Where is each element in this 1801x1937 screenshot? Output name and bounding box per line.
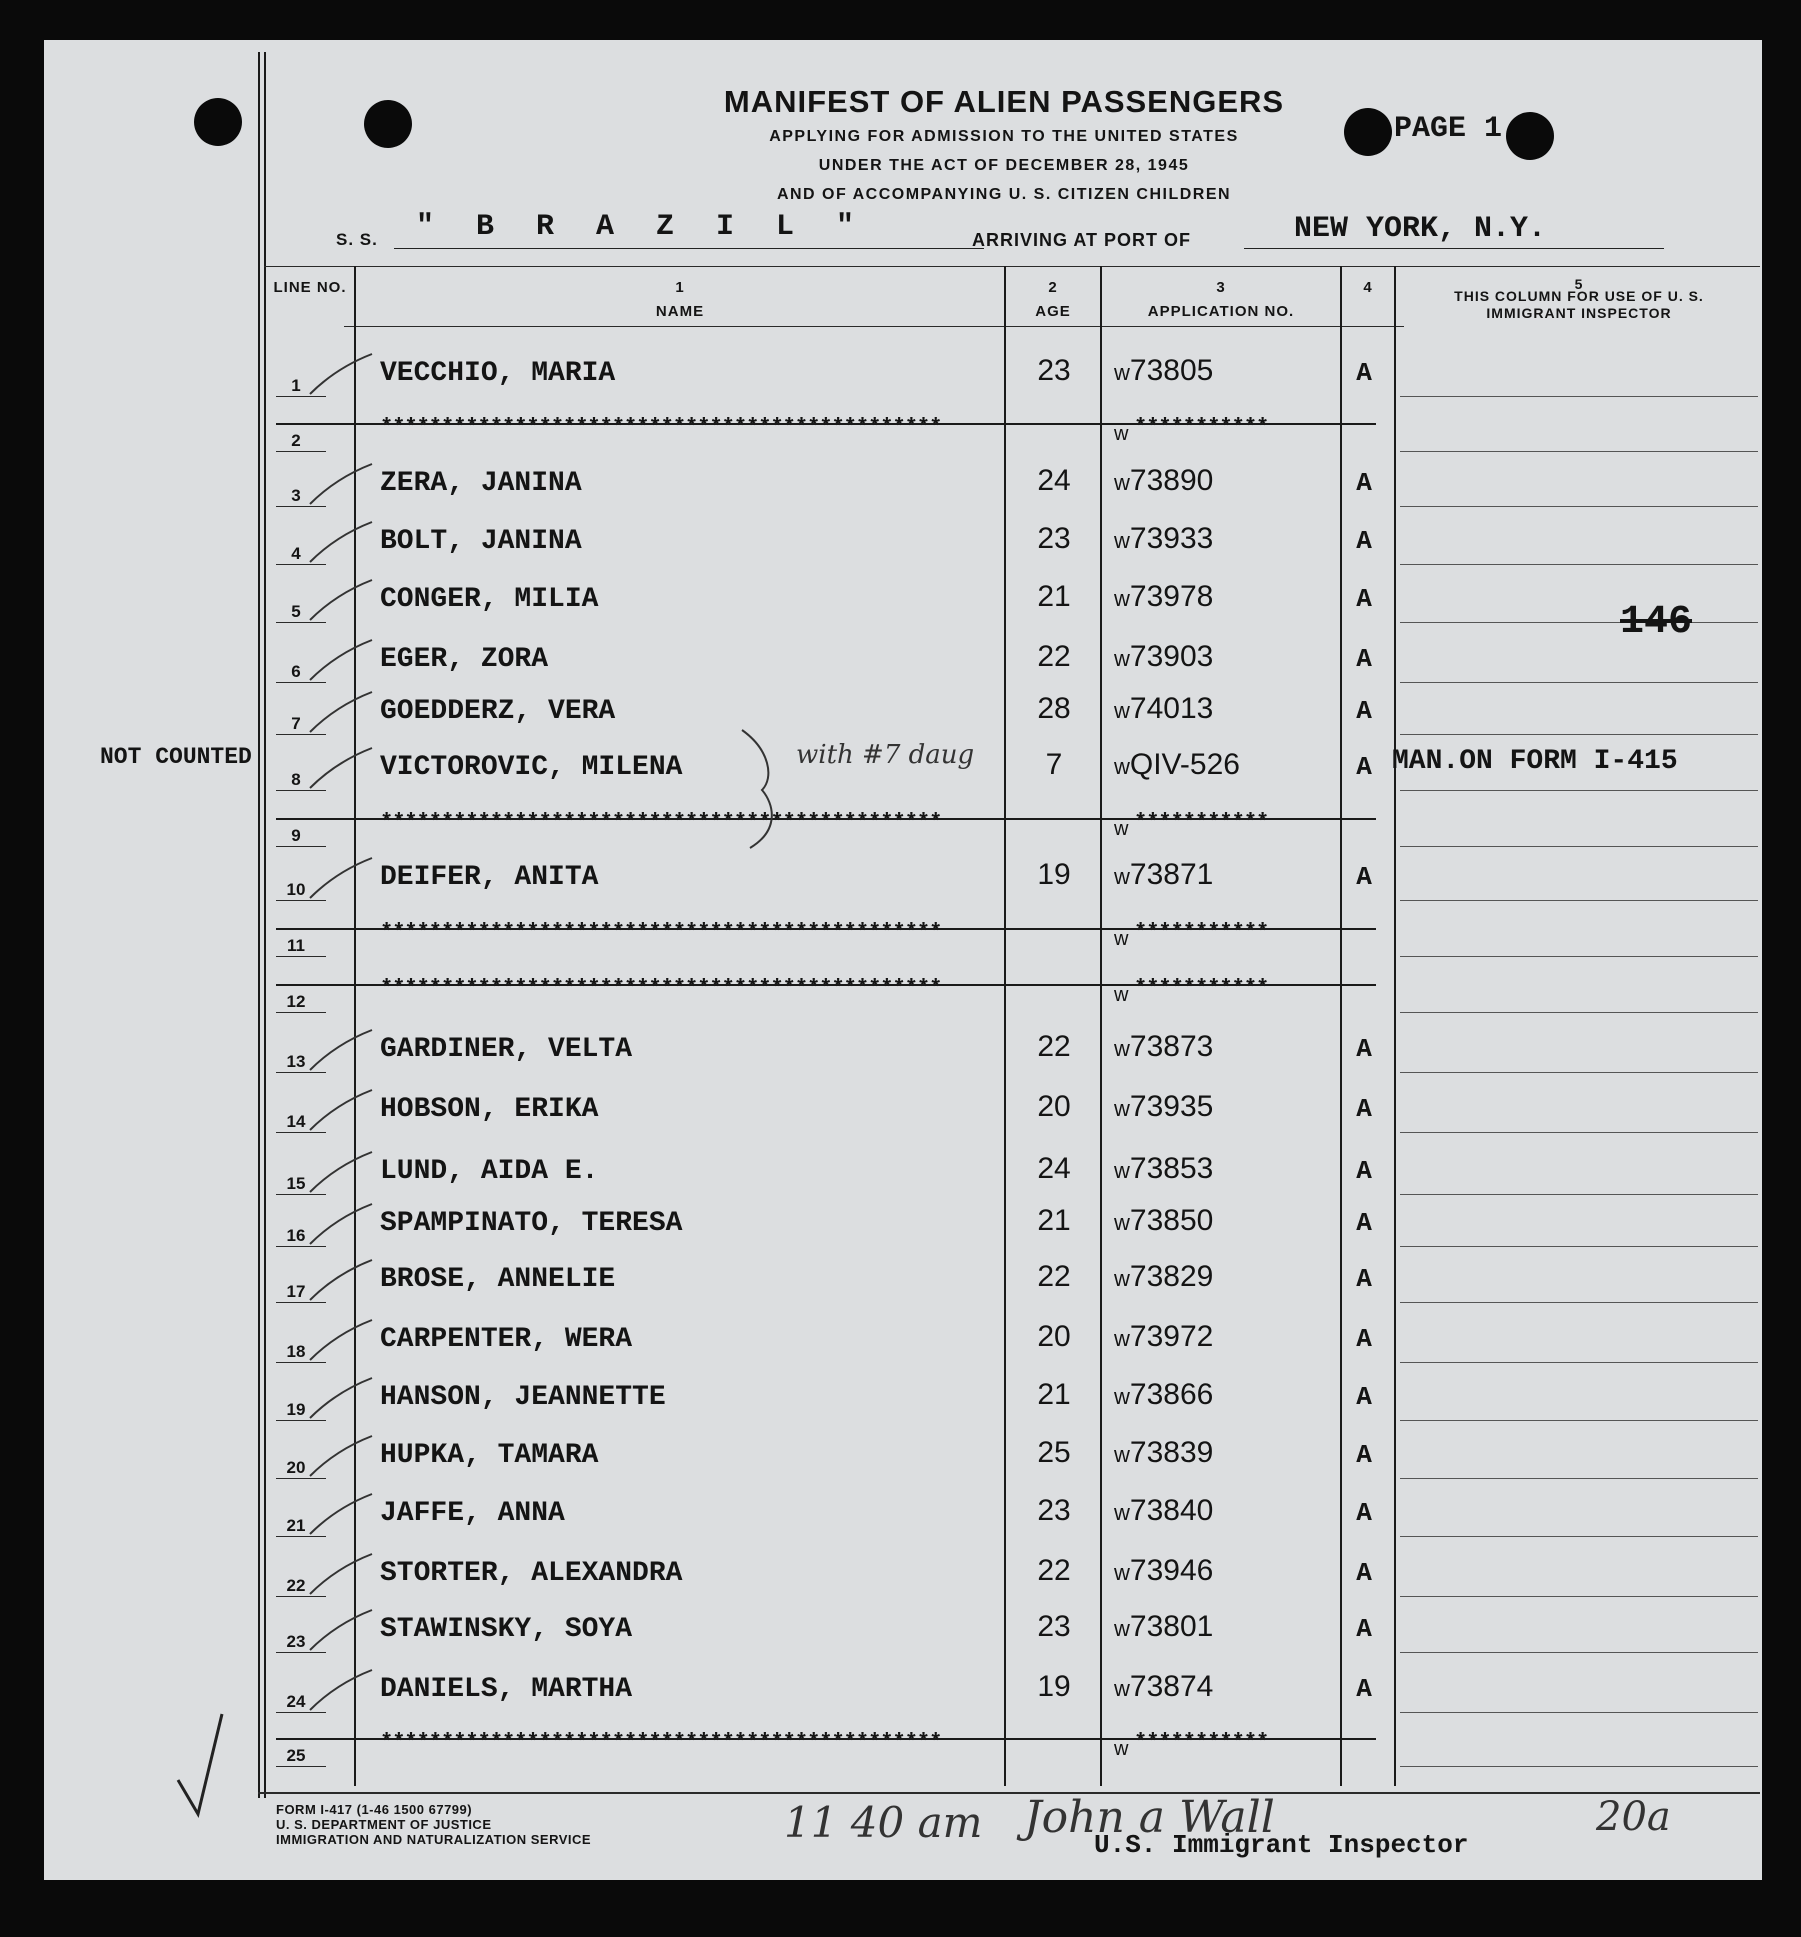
- form-info-line-3: IMMIGRATION AND NATURALIZATION SERVICE: [276, 1832, 592, 1847]
- inspector-column-rule: [1400, 734, 1758, 735]
- form-info: [276, 1802, 591, 1847]
- admission-status: A: [1356, 644, 1372, 674]
- app-prefix: w: [1114, 1560, 1130, 1585]
- admission-status: A: [1356, 1264, 1372, 1294]
- app-number-value: 73890: [1129, 464, 1214, 497]
- line-number: 12: [286, 992, 306, 1011]
- table-row: [44, 514, 1762, 570]
- bracket-mark: [734, 726, 794, 854]
- passenger-count: 146: [1620, 600, 1693, 645]
- form-title: MANIFEST OF ALIEN PASSENGERS: [723, 84, 1285, 119]
- line-number-rule: [276, 956, 326, 957]
- check-tick: [306, 1606, 376, 1656]
- passenger-age: 7: [1045, 748, 1063, 781]
- table-row: [44, 346, 1762, 402]
- line-number: 5: [291, 602, 301, 621]
- table-row: [44, 1662, 1762, 1718]
- passenger-age: 22: [1037, 1260, 1071, 1293]
- passenger-age: 19: [1037, 858, 1071, 891]
- passenger-name: CONGER, MILIA: [380, 584, 599, 615]
- cancelled-app-asterisks: ***********: [1134, 920, 1269, 945]
- subtitle-line-3: AND OF ACCOMPANYING U. S. CITIZEN CHILDREN: [776, 186, 1232, 203]
- cancelled-name-asterisks: **********************************************: [380, 976, 942, 1001]
- cancelled-app-asterisks: ***********: [1134, 1730, 1269, 1755]
- app-prefix: w: [1114, 864, 1130, 889]
- port-name: NEW YORK, N.Y.: [1294, 212, 1547, 246]
- passenger-name: HOBSON, ERIKA: [380, 1094, 599, 1125]
- table-bottom-rule: [258, 1792, 1760, 1794]
- check-mark: [174, 1710, 234, 1830]
- table-row: [44, 1486, 1762, 1542]
- check-tick: [306, 1666, 376, 1716]
- cancelled-app-asterisks: ***********: [1134, 810, 1269, 835]
- check-tick: [306, 1026, 376, 1076]
- app-number-value: 73850: [1129, 1204, 1214, 1237]
- inspector-column-rule: [1400, 1420, 1758, 1421]
- inspector-column-rule: [1400, 900, 1758, 901]
- handwritten-corner-mark: 20a: [1596, 1794, 1671, 1840]
- admission-status: A: [1356, 1382, 1372, 1412]
- table-row: [44, 1602, 1762, 1658]
- passenger-name: BOLT, JANINA: [380, 526, 582, 557]
- admission-status: A: [1356, 1324, 1372, 1354]
- col-header-inspector: THIS COLUMN FOR USE OF U. S. IMMIGRANT INSPECTOR: [1454, 288, 1704, 321]
- admission-status: A: [1356, 1208, 1372, 1238]
- passenger-name: JAFFE, ANNA: [380, 1498, 565, 1529]
- line-number: 9: [291, 826, 301, 845]
- table-row: [44, 962, 1762, 1018]
- app-number-value: 73935: [1129, 1090, 1214, 1123]
- col-header-age-number: 2: [1048, 279, 1058, 296]
- line-number: 15: [286, 1174, 306, 1193]
- strike-line: [276, 1738, 1376, 1740]
- app-prefix: w: [1114, 1616, 1130, 1641]
- line-number-rule: [276, 1766, 326, 1767]
- table-row: [44, 401, 1762, 457]
- line-number-rule: [276, 846, 326, 847]
- app-number-value: 73866: [1129, 1378, 1214, 1411]
- table-row: [44, 684, 1762, 740]
- check-tick: [306, 1256, 376, 1306]
- check-tick: [306, 1200, 376, 1250]
- app-prefix: w: [1114, 1096, 1130, 1121]
- header-bottom-rule: [344, 326, 1404, 327]
- line-number: 17: [286, 1282, 306, 1301]
- punch-hole: [364, 100, 412, 148]
- application-number: [1114, 692, 1213, 726]
- table-row: [44, 456, 1762, 512]
- passenger-name: STAWINSKY, SOYA: [380, 1614, 633, 1645]
- check-tick: [306, 1550, 376, 1600]
- admission-status: A: [1356, 1498, 1372, 1528]
- application-number: [1114, 354, 1213, 388]
- table-row: [44, 1082, 1762, 1138]
- check-tick: [306, 854, 376, 904]
- inspector-column-rule: [1400, 1478, 1758, 1479]
- application-number: [1114, 1152, 1213, 1186]
- check-tick: [306, 518, 376, 568]
- passenger-name: STORTER, ALEXANDRA: [380, 1558, 683, 1589]
- admission-status: A: [1356, 1614, 1372, 1644]
- app-number-value: 73840: [1129, 1494, 1214, 1527]
- passenger-age: 23: [1037, 522, 1071, 555]
- inspector-column-rule: [1400, 396, 1758, 397]
- table-row: [44, 632, 1762, 688]
- inspector-column-rule: [1400, 1132, 1758, 1133]
- table-row: [44, 850, 1762, 906]
- passenger-age: 23: [1037, 1610, 1071, 1643]
- passenger-age: 21: [1037, 1378, 1071, 1411]
- manifest-page: [44, 40, 1762, 1880]
- app-prefix: w: [1114, 754, 1130, 779]
- admission-status: A: [1356, 526, 1372, 556]
- line-number: 10: [286, 880, 306, 899]
- check-tick: [306, 460, 376, 510]
- passenger-name: GOEDDERZ, VERA: [380, 696, 616, 727]
- handwritten-time: 11 40 am: [784, 1798, 983, 1847]
- app-prefix: w: [1114, 1384, 1130, 1409]
- table-row: [44, 796, 1762, 852]
- inspector-column-rule: [1400, 846, 1758, 847]
- cancelled-name-asterisks: **********************************************: [380, 920, 942, 945]
- passenger-name: VICTOROVIC, MILENA: [380, 752, 683, 783]
- passenger-name: HANSON, JEANNETTE: [380, 1382, 666, 1413]
- application-number: [1114, 1204, 1213, 1238]
- passenger-name: DANIELS, MARTHA: [380, 1674, 633, 1705]
- col-header-4: 4: [1363, 279, 1373, 296]
- admission-status: A: [1356, 468, 1372, 498]
- inspector-column-rule: [1400, 956, 1758, 957]
- app-prefix: w: [1114, 818, 1129, 840]
- strike-line: [276, 984, 1376, 986]
- app-prefix: w: [1114, 1158, 1130, 1183]
- check-tick: [306, 1374, 376, 1424]
- app-number-value: 73805: [1129, 354, 1214, 387]
- table-row: [44, 1196, 1762, 1252]
- inspector-title: U.S. Immigrant Inspector: [1094, 1830, 1469, 1860]
- passenger-name: VECCHIO, MARIA: [380, 358, 616, 389]
- application-number: [1114, 1378, 1213, 1412]
- app-prefix: w: [1114, 1036, 1130, 1061]
- app-prefix: w: [1114, 1676, 1130, 1701]
- app-prefix: w: [1114, 1500, 1130, 1525]
- inspector-column-rule: [1400, 1012, 1758, 1013]
- app-number-value: 74013: [1129, 692, 1214, 725]
- inspector-column-rule: [1400, 1536, 1758, 1537]
- passenger-age: 23: [1037, 354, 1071, 387]
- line-number: 18: [286, 1342, 306, 1361]
- inspector-column-rule: [1400, 682, 1758, 683]
- app-prefix: w: [1114, 360, 1130, 385]
- passenger-age: 24: [1037, 1152, 1071, 1185]
- col-header-name: NAME: [655, 303, 705, 320]
- app-prefix: w: [1114, 1210, 1130, 1235]
- passenger-age: 22: [1037, 1030, 1071, 1063]
- form-info-line-2: U. S. DEPARTMENT OF JUSTICE: [276, 1817, 492, 1832]
- app-number-value: 73873: [1129, 1030, 1214, 1063]
- app-number-value: 73874: [1129, 1670, 1214, 1703]
- inspector-column-rule: [1400, 506, 1758, 507]
- app-number-value: 73903: [1129, 640, 1214, 673]
- subtitle-line-2: UNDER THE ACT OF DECEMBER 28, 1945: [818, 157, 1190, 174]
- app-number-value: 73978: [1129, 580, 1214, 613]
- application-number: [1114, 464, 1213, 498]
- admission-status: A: [1356, 752, 1372, 782]
- col-header-age: AGE: [1035, 303, 1071, 320]
- table-row: [44, 572, 1762, 628]
- app-number-value: 73839: [1129, 1436, 1214, 1469]
- application-number: [1114, 1554, 1213, 1588]
- application-number: [1114, 1436, 1213, 1470]
- ship-underline: [394, 248, 984, 249]
- passenger-name: BROSE, ANNELIE: [380, 1264, 616, 1295]
- col-header-name-number: 1: [675, 279, 685, 296]
- app-prefix: w: [1114, 423, 1129, 445]
- passenger-name: CARPENTER, WERA: [380, 1324, 633, 1355]
- app-prefix: w: [1114, 1326, 1130, 1351]
- table-row: [44, 1252, 1762, 1308]
- admission-status: A: [1356, 1440, 1372, 1470]
- table-row: [44, 906, 1762, 962]
- table-row: [44, 1022, 1762, 1078]
- admission-status: A: [1356, 358, 1372, 388]
- table-row: [44, 1312, 1762, 1368]
- app-number-value: 73801: [1129, 1610, 1214, 1643]
- admission-status: A: [1356, 1094, 1372, 1124]
- check-tick: [306, 350, 376, 400]
- line-number: 24: [286, 1692, 306, 1711]
- application-number: [1114, 858, 1213, 892]
- line-number: 8: [291, 770, 301, 789]
- application-number: [1114, 1670, 1213, 1704]
- app-prefix: w: [1114, 1442, 1130, 1467]
- passenger-name: EGER, ZORA: [380, 644, 549, 675]
- inspector-column-rule: [1400, 451, 1758, 452]
- passenger-age: 23: [1037, 1494, 1071, 1527]
- cancelled-app-asterisks: ***********: [1134, 976, 1269, 1001]
- cancelled-name-asterisks: **********************************************: [380, 1730, 942, 1755]
- arriving-label: ARRIVING AT PORT OF: [972, 230, 1191, 250]
- check-tick: [306, 1432, 376, 1482]
- passenger-age: 22: [1037, 1554, 1071, 1587]
- passenger-age: 25: [1037, 1436, 1071, 1469]
- application-number: [1114, 522, 1213, 556]
- col-header-app-number: 3: [1216, 279, 1226, 296]
- inspector-column-rule: [1400, 790, 1758, 791]
- application-number: [1114, 1030, 1213, 1064]
- cancelled-app-asterisks: ***********: [1134, 415, 1269, 440]
- check-tick: [306, 636, 376, 686]
- app-prefix: w: [1114, 698, 1130, 723]
- line-number: 23: [286, 1632, 306, 1651]
- line-number: 19: [286, 1400, 306, 1419]
- table-row: [44, 1144, 1762, 1200]
- check-tick: [306, 744, 376, 794]
- inspector-signature: John a Wall: [1024, 1792, 1275, 1843]
- passenger-age: 28: [1037, 692, 1071, 725]
- application-number: [1114, 580, 1213, 614]
- line-number: 2: [291, 431, 301, 450]
- inspector-column-rule: [1400, 564, 1758, 565]
- ship-name: " B R A Z I L ": [416, 210, 867, 244]
- check-tick: [306, 688, 376, 738]
- app-prefix: w: [1114, 1738, 1129, 1760]
- cancelled-name-asterisks: **********************************************: [380, 415, 942, 440]
- admission-status: A: [1356, 1674, 1372, 1704]
- check-tick: [306, 576, 376, 626]
- inspector-form-note: MAN.ON FORM I-415: [1392, 746, 1678, 777]
- inspector-column-rule: [1400, 1246, 1758, 1247]
- not-counted-note: NOT COUNTED: [100, 744, 252, 770]
- line-number-rule: [276, 1012, 326, 1013]
- passenger-name: HUPKA, TAMARA: [380, 1440, 599, 1471]
- table-top-rule: [264, 266, 1760, 267]
- table-row: [44, 1428, 1762, 1484]
- application-number: [1114, 748, 1240, 782]
- application-number: [1114, 1494, 1213, 1528]
- app-number-value: 73853: [1129, 1152, 1214, 1185]
- passenger-age: 20: [1037, 1320, 1071, 1353]
- form-info-line-1: FORM I-417 (1-46 1500 67799): [276, 1802, 473, 1817]
- line-number-rule: [276, 451, 326, 452]
- line-number: 1: [291, 376, 301, 395]
- check-tick: [306, 1490, 376, 1540]
- check-tick: [306, 1316, 376, 1366]
- admission-status: A: [1356, 584, 1372, 614]
- punch-hole: [194, 98, 242, 146]
- line-number: 16: [286, 1226, 306, 1245]
- application-number: [1114, 1260, 1213, 1294]
- application-number: [1114, 1090, 1213, 1124]
- passenger-name: ZERA, JANINA: [380, 468, 582, 499]
- line-number: 21: [286, 1516, 306, 1535]
- table-row: [44, 1716, 1762, 1772]
- passenger-age: 21: [1037, 580, 1071, 613]
- admission-status: A: [1356, 696, 1372, 726]
- inspector-column-rule: [1400, 1712, 1758, 1713]
- port-underline: [1244, 248, 1664, 249]
- admission-status: A: [1356, 1156, 1372, 1186]
- app-prefix: w: [1114, 470, 1130, 495]
- app-number-value: 73933: [1129, 522, 1214, 555]
- application-number: [1114, 640, 1213, 674]
- inspector-column-rule: [1400, 1072, 1758, 1073]
- line-number: 4: [291, 544, 301, 563]
- passenger-age: 24: [1037, 464, 1071, 497]
- line-number: 25: [286, 1746, 306, 1765]
- app-number-value: 73972: [1129, 1320, 1214, 1353]
- strike-line: [276, 818, 1376, 820]
- line-number: 13: [286, 1052, 306, 1071]
- app-number-value: 73829: [1129, 1260, 1214, 1293]
- inspector-column-rule: [1400, 1766, 1758, 1767]
- passenger-name: LUND, AIDA E.: [380, 1156, 599, 1187]
- line-number: 20: [286, 1458, 306, 1477]
- application-number: [1114, 1320, 1213, 1354]
- inspector-column-rule: [1400, 1652, 1758, 1653]
- line-number: 3: [291, 486, 301, 505]
- punch-hole: [1506, 112, 1554, 160]
- strike-line: [276, 928, 1376, 930]
- cancelled-name-asterisks: **********************************************: [380, 810, 942, 835]
- passenger-age: 19: [1037, 1670, 1071, 1703]
- inspector-column-rule: [1400, 1194, 1758, 1195]
- subtitle-line-1: APPLYING FOR ADMISSION TO THE UNITED STATES: [769, 128, 1239, 145]
- passenger-age: 21: [1037, 1204, 1071, 1237]
- line-number: 6: [291, 662, 301, 681]
- ship-label: S. S.: [336, 230, 378, 249]
- page-label: PAGE 1: [1394, 112, 1503, 146]
- app-prefix: w: [1114, 984, 1129, 1006]
- app-prefix: w: [1114, 528, 1130, 553]
- col-header-line-no: LINE NO.: [273, 279, 347, 296]
- app-number-value: 73871: [1129, 858, 1214, 891]
- passenger-name: SPAMPINATO, TERESA: [380, 1208, 683, 1239]
- admission-status: A: [1356, 1034, 1372, 1064]
- table-row: [44, 1370, 1762, 1426]
- inspector-column-rule: [1400, 622, 1758, 623]
- line-number: 11: [287, 936, 305, 955]
- line-number: 22: [286, 1576, 306, 1595]
- passenger-name: DEIFER, ANITA: [380, 862, 599, 893]
- handwritten-note: with #7 daug: [796, 740, 975, 770]
- inspector-column-rule: [1400, 1302, 1758, 1303]
- col-header-application: APPLICATION NO.: [1147, 303, 1295, 320]
- inspector-column-rule: [1400, 1362, 1758, 1363]
- app-prefix: w: [1114, 646, 1130, 671]
- strike-line: [276, 423, 1376, 425]
- app-number-value: QIV-526: [1129, 748, 1240, 781]
- app-prefix: w: [1114, 928, 1129, 950]
- line-number: 7: [291, 714, 301, 733]
- passenger-age: 20: [1037, 1090, 1071, 1123]
- line-number: 14: [286, 1112, 306, 1131]
- passenger-name: GARDINER, VELTA: [380, 1034, 633, 1065]
- app-number-value: 73946: [1129, 1554, 1214, 1587]
- col-header-5-number: 5: [1574, 276, 1584, 292]
- inspector-column-rule: [1400, 1596, 1758, 1597]
- table-row: [44, 1546, 1762, 1602]
- admission-status: A: [1356, 1558, 1372, 1588]
- check-tick: [306, 1086, 376, 1136]
- check-tick: [306, 1148, 376, 1198]
- admission-status: A: [1356, 862, 1372, 892]
- passenger-age: 22: [1037, 640, 1071, 673]
- app-prefix: w: [1114, 1266, 1130, 1291]
- application-number: [1114, 1610, 1213, 1644]
- app-prefix: w: [1114, 586, 1130, 611]
